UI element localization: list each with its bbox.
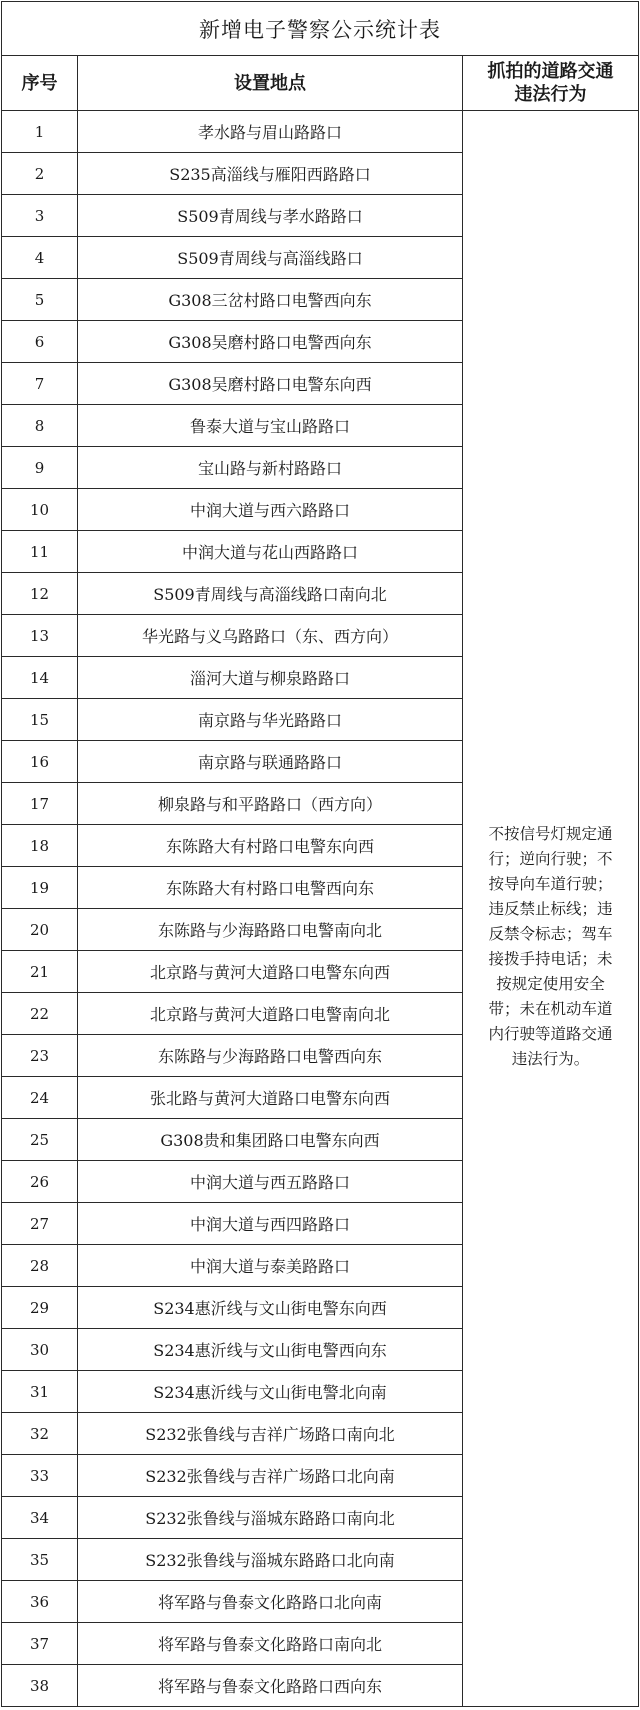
row-index: 21 <box>2 951 78 993</box>
row-index: 2 <box>2 153 78 195</box>
row-index: 13 <box>2 615 78 657</box>
row-location: 鲁泰大道与宝山路路口 <box>78 405 463 447</box>
row-location: G308吴磨村路口电警西向东 <box>78 321 463 363</box>
row-index: 11 <box>2 531 78 573</box>
row-index: 10 <box>2 489 78 531</box>
row-location: 中润大道与西四路路口 <box>78 1203 463 1245</box>
row-index: 6 <box>2 321 78 363</box>
row-index: 32 <box>2 1413 78 1455</box>
row-location: 东陈路与少海路路口电警西向东 <box>78 1035 463 1077</box>
row-location: S509青周线与高淄线路口 <box>78 237 463 279</box>
row-location: S235高淄线与雁阳西路路口 <box>78 153 463 195</box>
row-location: 华光路与义乌路路口（东、西方向） <box>78 615 463 657</box>
title-row <box>2 2 639 56</box>
row-location: S234惠沂线与文山街电警西向东 <box>78 1329 463 1371</box>
violation-behavior-cell <box>463 111 639 1707</box>
row-location: 东陈路大有村路口电警西向东 <box>78 867 463 909</box>
row-location: S232张鲁线与吉祥广场路口南向北 <box>78 1413 463 1455</box>
row-index: 23 <box>2 1035 78 1077</box>
row-index: 4 <box>2 237 78 279</box>
row-location: 宝山路与新村路路口 <box>78 447 463 489</box>
row-index: 33 <box>2 1455 78 1497</box>
row-index: 28 <box>2 1245 78 1287</box>
row-location: 北京路与黄河大道路口电警东向西 <box>78 951 463 993</box>
camera-notice-table <box>1 1 639 1707</box>
row-location: S232张鲁线与吉祥广场路口北向南 <box>78 1455 463 1497</box>
row-index: 14 <box>2 657 78 699</box>
row-index: 22 <box>2 993 78 1035</box>
row-index: 9 <box>2 447 78 489</box>
row-location: 将军路与鲁泰文化路路口南向北 <box>78 1623 463 1665</box>
row-index: 36 <box>2 1581 78 1623</box>
row-location: 中润大道与泰美路路口 <box>78 1245 463 1287</box>
violation-behavior-text: 不按信号灯规定通 行；逆向行驶；不 按导向车道行驶； 违反禁止标线；违 反禁令标志；驾车 接拨手持电话；未 按规定使用安全 带；未在机动车道 内行驶等道路交通 违法行为。 <box>488 824 613 1068</box>
row-index: 3 <box>2 195 78 237</box>
row-location: 将军路与鲁泰文化路路口北向南 <box>78 1581 463 1623</box>
row-location: S234惠沂线与文山街电警东向西 <box>78 1287 463 1329</box>
row-location: 淄河大道与柳泉路路口 <box>78 657 463 699</box>
row-location: S509青周线与孝水路路口 <box>78 195 463 237</box>
row-location: 东陈路大有村路口电警东向西 <box>78 825 463 867</box>
row-index: 27 <box>2 1203 78 1245</box>
row-index: 8 <box>2 405 78 447</box>
header-location: 设置地点 <box>78 56 463 111</box>
row-index: 29 <box>2 1287 78 1329</box>
row-index: 35 <box>2 1539 78 1581</box>
row-location: 中润大道与西六路路口 <box>78 489 463 531</box>
row-location: S234惠沂线与文山街电警北向南 <box>78 1371 463 1413</box>
table-row <box>2 111 639 153</box>
row-index: 34 <box>2 1497 78 1539</box>
header-index: 序号 <box>2 56 78 111</box>
row-index: 17 <box>2 783 78 825</box>
row-location: 中润大道与西五路路口 <box>78 1161 463 1203</box>
row-index: 31 <box>2 1371 78 1413</box>
header-row <box>2 56 639 111</box>
row-location: S509青周线与高淄线路口南向北 <box>78 573 463 615</box>
row-index: 1 <box>2 111 78 153</box>
row-index: 19 <box>2 867 78 909</box>
row-location: 南京路与华光路路口 <box>78 699 463 741</box>
row-index: 37 <box>2 1623 78 1665</box>
row-location: 柳泉路与和平路路口（西方向） <box>78 783 463 825</box>
row-index: 24 <box>2 1077 78 1119</box>
row-location: 东陈路与少海路路口电警南向北 <box>78 909 463 951</box>
row-location: G308吴磨村路口电警东向西 <box>78 363 463 405</box>
row-index: 12 <box>2 573 78 615</box>
row-location: 南京路与联通路路口 <box>78 741 463 783</box>
row-index: 5 <box>2 279 78 321</box>
row-location: S232张鲁线与淄城东路路口北向南 <box>78 1539 463 1581</box>
row-index: 16 <box>2 741 78 783</box>
row-index: 7 <box>2 363 78 405</box>
row-location: 张北路与黄河大道路口电警东向西 <box>78 1077 463 1119</box>
row-location: 中润大道与花山西路路口 <box>78 531 463 573</box>
row-location: 孝水路与眉山路路口 <box>78 111 463 153</box>
row-index: 15 <box>2 699 78 741</box>
row-location: G308三岔村路口电警西向东 <box>78 279 463 321</box>
row-index: 26 <box>2 1161 78 1203</box>
row-location: S232张鲁线与淄城东路路口南向北 <box>78 1497 463 1539</box>
row-location: G308贵和集团路口电警东向西 <box>78 1119 463 1161</box>
header-behavior-text: 抓拍的道路交通 违法行为 <box>487 61 614 105</box>
row-location: 北京路与黄河大道路口电警南向北 <box>78 993 463 1035</box>
row-index: 20 <box>2 909 78 951</box>
table-title: 新增电子警察公示统计表 <box>2 2 639 56</box>
row-index: 30 <box>2 1329 78 1371</box>
header-behavior <box>463 56 639 111</box>
row-location: 将军路与鲁泰文化路路口西向东 <box>78 1665 463 1707</box>
row-index: 38 <box>2 1665 78 1707</box>
row-index: 18 <box>2 825 78 867</box>
table-body <box>2 2 639 1707</box>
row-index: 25 <box>2 1119 78 1161</box>
